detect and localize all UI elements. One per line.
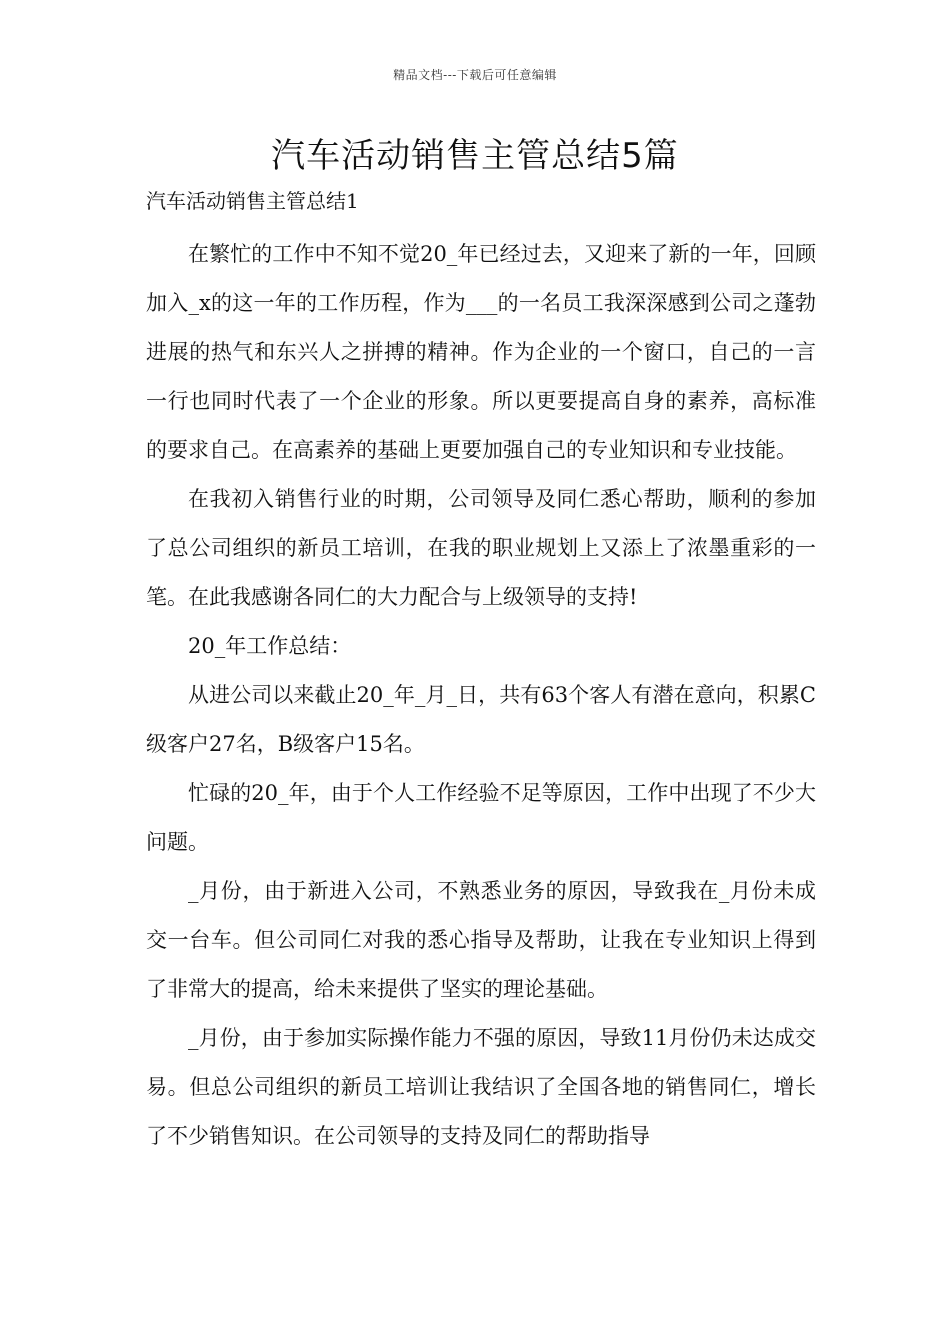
document-title: 汽车活动销售主管总结5篇 [271, 136, 679, 176]
document-body [146, 182, 816, 1161]
paragraph-6: _月份，由于新进入公司，不熟悉业务的原因，导致我在_月份未成交一台车。但公司同仁对我的悉心指导及帮助，让我在专业知识上得到了非常大的提高，给未来提供了坚实的理论基础。 [146, 879, 816, 1001]
section-heading: 汽车活动销售主管总结1 [146, 189, 359, 213]
paragraph-1: 在繁忙的工作中不知不觉20_年已经过去，又迎来了新的一年，回顾加入_x的这一年的工作历程，作为___的一名员工我深深感到公司之蓬勃进展的热气和东兴人之拼搏的精神。作为企业的一个窗口，自己的一言一行也同时代表了一个企业的形象。所以更要提高自身的素养，高标准的要求自己。在高素养的基础上更要加强自己的专业知识和专业技能。 [146, 242, 816, 462]
paragraph-4: 从进公司以来截止20_年_月_日，共有63个客人有潜在意向，积累C级客户27名，B级客户15名。 [146, 683, 816, 756]
paragraph-3: 20_年工作总结： [188, 634, 352, 658]
header-note: 精品文档---下载后可任意编辑 [393, 68, 557, 82]
paragraph-7: _月份，由于参加实际操作能力不强的原因，导致11月份仍未达成交易。但总公司组织的新员工培训让我结识了全国各地的销售同仁，增长了不少销售知识。在公司领导的支持及同仁的帮助指导 [146, 1026, 816, 1148]
paragraph-2: 在我初入销售行业的时期，公司领导及同仁悉心帮助，顺利的参加了总公司组织的新员工培训，在我的职业规划上又添上了浓墨重彩的一笔。在此我感谢各同仁的大力配合与上级领导的支持! [146, 487, 816, 609]
paragraph-5: 忙碌的20_年，由于个人工作经验不足等原因，工作中出现了不少大问题。 [146, 781, 816, 854]
